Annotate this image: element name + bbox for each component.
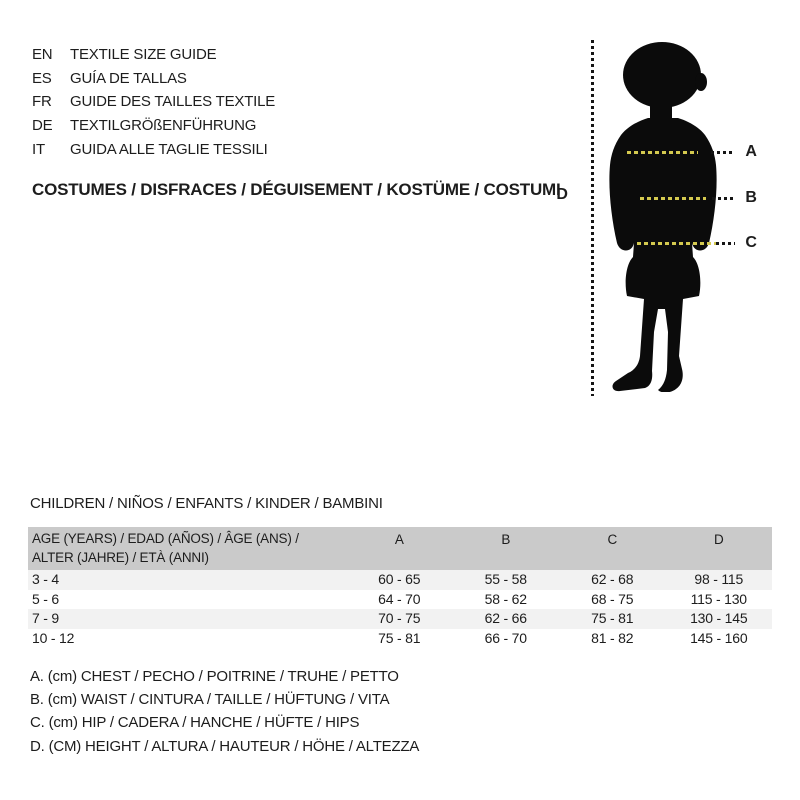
waist-cell: 55 - 58 — [484, 571, 527, 587]
lang-code: EN — [32, 46, 53, 63]
column-header-b: B — [501, 532, 511, 547]
age-cell: 7 - 9 — [32, 610, 60, 627]
legend-item-chest: A. (cm) CHEST / PECHO / POITRINE / TRUHE / PETTO — [30, 668, 399, 685]
table-row — [28, 629, 772, 649]
table-row — [28, 590, 772, 610]
height-measure-label: D — [556, 186, 568, 203]
measurement-figure — [550, 30, 790, 412]
height-dotted-line — [591, 40, 594, 396]
measurement-legend — [30, 665, 419, 758]
hip-cell: 68 - 75 — [591, 590, 634, 607]
lang-row-es — [32, 67, 275, 91]
waist-cell: 66 - 70 — [484, 630, 527, 647]
table-header — [28, 527, 772, 570]
hip-cell: 62 - 68 — [591, 571, 634, 587]
hip-measure-label: C — [745, 234, 757, 251]
column-header-d: D — [713, 532, 724, 547]
lang-title: GUÍA DE TALLAS — [70, 69, 187, 87]
chest-cell: 64 - 70 — [378, 590, 421, 607]
chest-cell: 75 - 81 — [378, 630, 421, 647]
lang-row-it — [32, 138, 275, 162]
height-cell: 145 - 160 — [690, 630, 748, 647]
age-cell: 3 - 4 — [32, 571, 60, 587]
waist-connector-line — [712, 197, 734, 200]
chest-dash-line — [627, 151, 698, 154]
chest-cell: 60 - 65 — [378, 571, 421, 587]
hip-cell: 75 - 81 — [591, 610, 634, 627]
lang-title: GUIDE DES TAILLES TEXTILE — [70, 93, 276, 111]
height-cell: 98 - 115 — [694, 571, 744, 587]
chest-cell: 70 - 75 — [378, 610, 421, 627]
language-title-list — [32, 43, 275, 162]
column-header-a: A — [394, 532, 404, 547]
age-header-line1: AGE (YEARS) / EDAD (AÑOS) / ÂGE (ANS) / — [32, 531, 299, 546]
chest-measure-label: A — [745, 143, 757, 160]
waist-dash-line — [640, 197, 706, 200]
table-title: CHILDREN / NIÑOS / ENFANTS / KINDER / BAMBINI — [30, 495, 383, 512]
age-cell: 5 - 6 — [32, 590, 60, 607]
lang-title: GUIDA ALLE TAGLIE TESSILI — [70, 140, 268, 158]
category-heading: COSTUMES / DISFRACES / DÉGUISEMENT / KOSTÜME / COSTUMI — [32, 180, 561, 199]
height-cell: 115 - 130 — [690, 590, 747, 607]
age-column-header — [28, 527, 346, 570]
lang-title: TEXTILGRÖßENFÜHRUNG — [70, 117, 257, 135]
table-row — [28, 609, 772, 629]
waist-cell: 62 - 66 — [484, 610, 527, 627]
lang-row-en — [32, 43, 275, 67]
lang-code: ES — [32, 69, 52, 87]
child-silhouette — [608, 42, 718, 392]
height-cell: 130 - 145 — [690, 610, 748, 627]
legend-item-waist: B. (cm) WAIST / CINTURA / TAILLE / HÜFTUNG / VITA — [30, 691, 390, 709]
legend-item-height: D. (CM) HEIGHT / ALTURA / HAUTEUR / HÖHE / ALTEZZA — [30, 737, 420, 755]
legend-item-hip: C. (cm) HIP / CADERA / HANCHE / HÜFTE / HIPS — [30, 714, 360, 732]
age-header-line2: ALTER (JAHRE) / ETÀ (ANNI) — [32, 549, 209, 565]
waist-cell: 58 - 62 — [484, 590, 527, 607]
lang-row-fr — [32, 90, 275, 114]
size-table — [28, 527, 772, 649]
lang-code: FR — [32, 93, 52, 111]
waist-measure-label: B — [745, 189, 757, 206]
chest-connector-line — [711, 151, 734, 154]
hip-dash-line — [637, 242, 716, 245]
column-header-c: C — [607, 532, 618, 547]
hip-cell: 81 - 82 — [591, 630, 634, 647]
lang-code: IT — [32, 140, 45, 158]
lang-title: TEXTILE SIZE GUIDE — [70, 46, 217, 63]
table-row — [28, 570, 772, 590]
lang-code: DE — [32, 117, 53, 135]
hip-connector-line — [716, 242, 735, 245]
age-cell: 10 - 12 — [32, 630, 75, 647]
lang-row-de — [32, 114, 275, 138]
